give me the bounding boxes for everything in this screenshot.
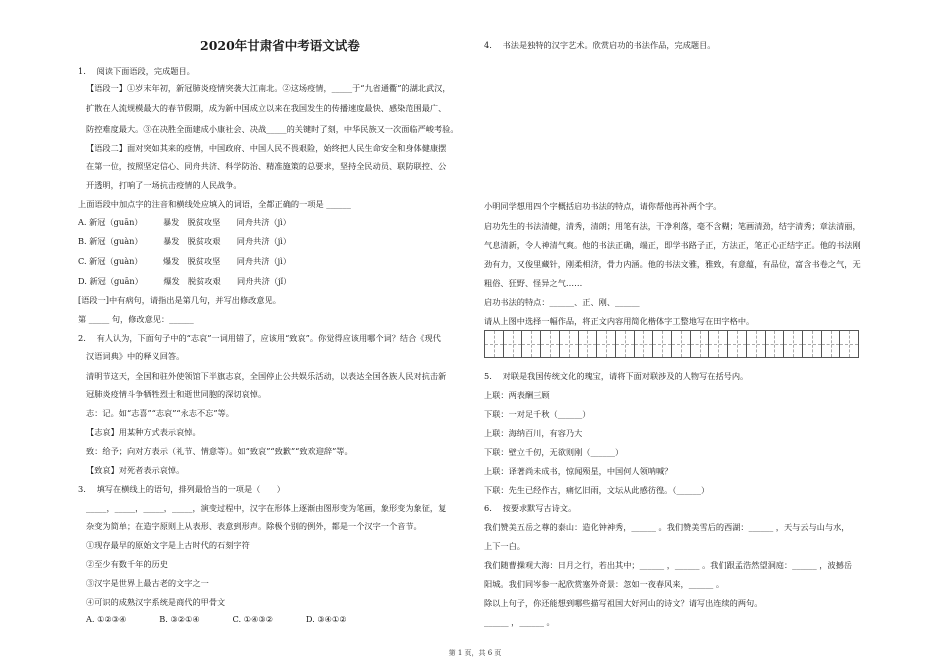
right-text-line: 下联：壁立千仞，无欲则刚（______） bbox=[484, 447, 624, 457]
left-text-line: 扩散在人流规模最大的春节假期，成为新中国成立以来在我国发生的传播速度最快、感染范围最广、 bbox=[86, 103, 447, 113]
right-text-line: 上联：两表酬三顾 bbox=[484, 390, 550, 400]
tianzige-cell bbox=[652, 330, 671, 358]
right-text-line: 我们随曹操观大海：日月之行，若出其中；______ ，______ 。我们跟孟浩然望洞庭：______ ，波撼岳 bbox=[484, 560, 853, 570]
left-text-line: 冠肺炎疫情斗争牺牲烈士和逝世同胞的深切哀悼。 bbox=[86, 389, 267, 399]
tianzige-cell bbox=[802, 330, 821, 358]
tianzige-cell bbox=[746, 330, 765, 358]
calligraphy-image-area bbox=[484, 58, 876, 188]
tianzige-grid bbox=[484, 330, 859, 358]
tianzige-cell bbox=[521, 330, 540, 358]
left-text-line: 开透明，打响了一场抗击疫情的人民战争。 bbox=[86, 180, 242, 190]
right-text-line: 小明同学想用四个字概括启功书法的特点，请你帮他再补两个字。 bbox=[484, 201, 722, 211]
left-text-line: 1. 阅读下面语段，完成题目。 bbox=[78, 66, 195, 76]
left-text-line: 致：给予；向对方表示（礼节、情意等）。如“致哀”“致歉”“致欢迎辞”等。 bbox=[86, 446, 353, 456]
left-text-line: 2. 有人认为，下面句子中的“志哀”一词用错了，应该用“致哀”。你觉得应该用哪个词？结合《现代 bbox=[78, 333, 441, 343]
right-text-line: 我们赞美五岳之尊的泰山：造化钟神秀，______ 。我们赞美雪后的西湖：______ ，天与云与山与水， bbox=[484, 522, 850, 532]
left-text-line: A. ①②③④ B. ③②①④ C. ①④③② D. ③④①② bbox=[86, 614, 347, 624]
left-text-line: 在第一位，按照坚定信心、同舟共济、科学防治、精准施策的总要求，坚持全民动员、联防联控、公 bbox=[86, 161, 447, 171]
left-text-line: 上面语段中加点字的注音和横线处应填入的词语，全都正确的一项是 ______ bbox=[78, 199, 351, 209]
right-text-line: 启功先生的书法清健，清秀，清朗；用笔有法，干净利落，毫不含糊；笔画清劲，结字清秀；章法清丽， bbox=[484, 221, 861, 231]
tianzige-cell bbox=[540, 330, 559, 358]
left-text-line: ④可识的成熟汉字系统是商代的甲骨文 bbox=[86, 597, 226, 607]
right-text-line: 4. 书法是独特的汉字艺术。欣赏启功的书法作品，完成题目。 bbox=[484, 40, 716, 50]
tianzige-cell bbox=[578, 330, 597, 358]
left-text-line: _____，_____，_____，_____，演变过程中，汉字在形体上逐渐由图形变为笔画，象形变为象征，复 bbox=[86, 503, 447, 513]
left-text-line: 清明节这天，全国和驻外使领馆下半旗志哀，全国停止公共娱乐活动，以表达全国各族人民对抗击新 bbox=[86, 371, 447, 381]
right-text-line: 下联：先生已经作古，痛忆旧雨，文坛从此感彷徨。（______） bbox=[484, 485, 710, 495]
left-text-line: 第 _____ 句，修改意见：______ bbox=[78, 314, 194, 324]
left-text-line: D. 新冠（guān） 爆发 脱贫攻艰 同舟共济（jǐ） bbox=[78, 276, 292, 286]
tianzige-cell bbox=[821, 330, 840, 358]
tianzige-cell bbox=[596, 330, 615, 358]
left-text-line: A. 新冠（guān） 暴发 脱贫攻坚 同舟共济（jì） bbox=[78, 217, 291, 227]
left-text-line: 【语段一】①岁末年初，新冠肺炎疫情突袭大江南北。②这场疫情，_____于“九省通衢”的湖北武汉， bbox=[86, 83, 451, 93]
right-text-line: 6. 按要求默写古诗文。 bbox=[484, 503, 577, 513]
right-text-line: 下联：一对足千秋（______） bbox=[484, 409, 591, 419]
right-text-line: 5. 对联是我国传统文化的瑰宝，请将下面对联涉及的人物写在括号内。 bbox=[484, 371, 749, 381]
right-text-line: 上下一白。 bbox=[484, 541, 525, 551]
page-footer: 第 1 页，共 6 页 bbox=[448, 649, 502, 657]
left-text-line: ②至少有数千年的历史 bbox=[86, 559, 168, 569]
tianzige-cell bbox=[690, 330, 709, 358]
left-text-line: 【志哀】用某种方式表示哀悼。 bbox=[86, 427, 201, 437]
tianzige-cell bbox=[484, 330, 503, 358]
right-text-line: 上联：译著尚未成书，惊闻殒星，中国何人领呐喊？ bbox=[484, 466, 673, 476]
left-text-line: 杂变为简单；在造字原则上从表形、表意到形声。除极个别的例外，都是一个汉字一个音节。 bbox=[86, 521, 422, 531]
right-text-line: 阳城。我们同岑参一起欣赏塞外奇景：忽如一夜春风来，______ 。 bbox=[484, 579, 725, 589]
left-text-line: 【致哀】对死者表示哀悼。 bbox=[86, 465, 185, 475]
left-text-line: 防控难度最大。③在决胜全面建成小康社会、决战_____的关键时了刻，中华民族又一次面临严峻考验。 bbox=[86, 124, 459, 134]
tianzige-cell bbox=[727, 330, 746, 358]
right-text-line: 上联：海纳百川，有容乃大 bbox=[484, 428, 583, 438]
tianzige-cell bbox=[615, 330, 634, 358]
left-text-line: B. 新冠（guàn） 暴发 脱贫攻艰 同舟共济（jì） bbox=[78, 236, 292, 246]
tianzige-cell bbox=[559, 330, 578, 358]
right-text-line: 启功书法的特点：______、正、刚、______ bbox=[484, 297, 640, 307]
left-text-line: ③汉字是世界上最古老的文字之一 bbox=[86, 578, 209, 588]
right-text-line: 粗俗、狂野、怪异之气…… bbox=[484, 278, 583, 288]
page-title: 2020年甘肃省中考语文试卷 bbox=[200, 38, 360, 53]
right-text-line: 气息清新，令人神清气爽。他的书法正确，端正，即学书路子正，方法正，笔正心正结字正。他的书法刚 bbox=[484, 240, 861, 250]
tianzige-cell bbox=[634, 330, 653, 358]
tianzige-cell bbox=[671, 330, 690, 358]
left-text-line: C. 新冠（guàn） 爆发 脱贫攻坚 同舟共济（jì） bbox=[78, 256, 292, 266]
tianzige-cell bbox=[708, 330, 727, 358]
left-text-line: 志：记。如“志喜”“志哀”“永志不忘”等。 bbox=[86, 408, 234, 418]
tianzige-cell bbox=[839, 330, 859, 358]
tianzige-cell bbox=[783, 330, 802, 358]
left-text-line: 汉语词典》中的释义回答。 bbox=[86, 351, 185, 361]
right-text-line: ______ ，______ 。 bbox=[484, 617, 555, 627]
right-text-line: 除以上句子，你还能想到哪些描写祖国大好河山的诗文？请写出连续的两句。 bbox=[484, 598, 763, 608]
left-text-line: [语段一]中有病句，请指出是第几句，并写出修改意见。 bbox=[78, 295, 281, 305]
left-text-line: ①现存最早的原始文字是上古时代的石刻字符 bbox=[86, 540, 250, 550]
left-text-line: 3. 填写在横线上的语句，排列最恰当的一项是（ ） bbox=[78, 484, 285, 494]
tianzige-cell bbox=[503, 330, 522, 358]
left-text-line: 【语段二】面对突如其来的疫情，中国政府、中国人民不畏艰险，始终把人民生命安全和身体健康摆 bbox=[86, 143, 447, 153]
right-text-line: 劲有力，又俊里藏针，刚柔相济，骨力内涵。他的书法文雅，雅致，有意蕴，有品位，富含书卷之气，无 bbox=[484, 259, 861, 269]
tianzige-cell bbox=[765, 330, 784, 358]
right-text-line: 请从上图中选择一幅作品，将正文内容用简化楷体字工整地写在田字格中。 bbox=[484, 316, 755, 326]
